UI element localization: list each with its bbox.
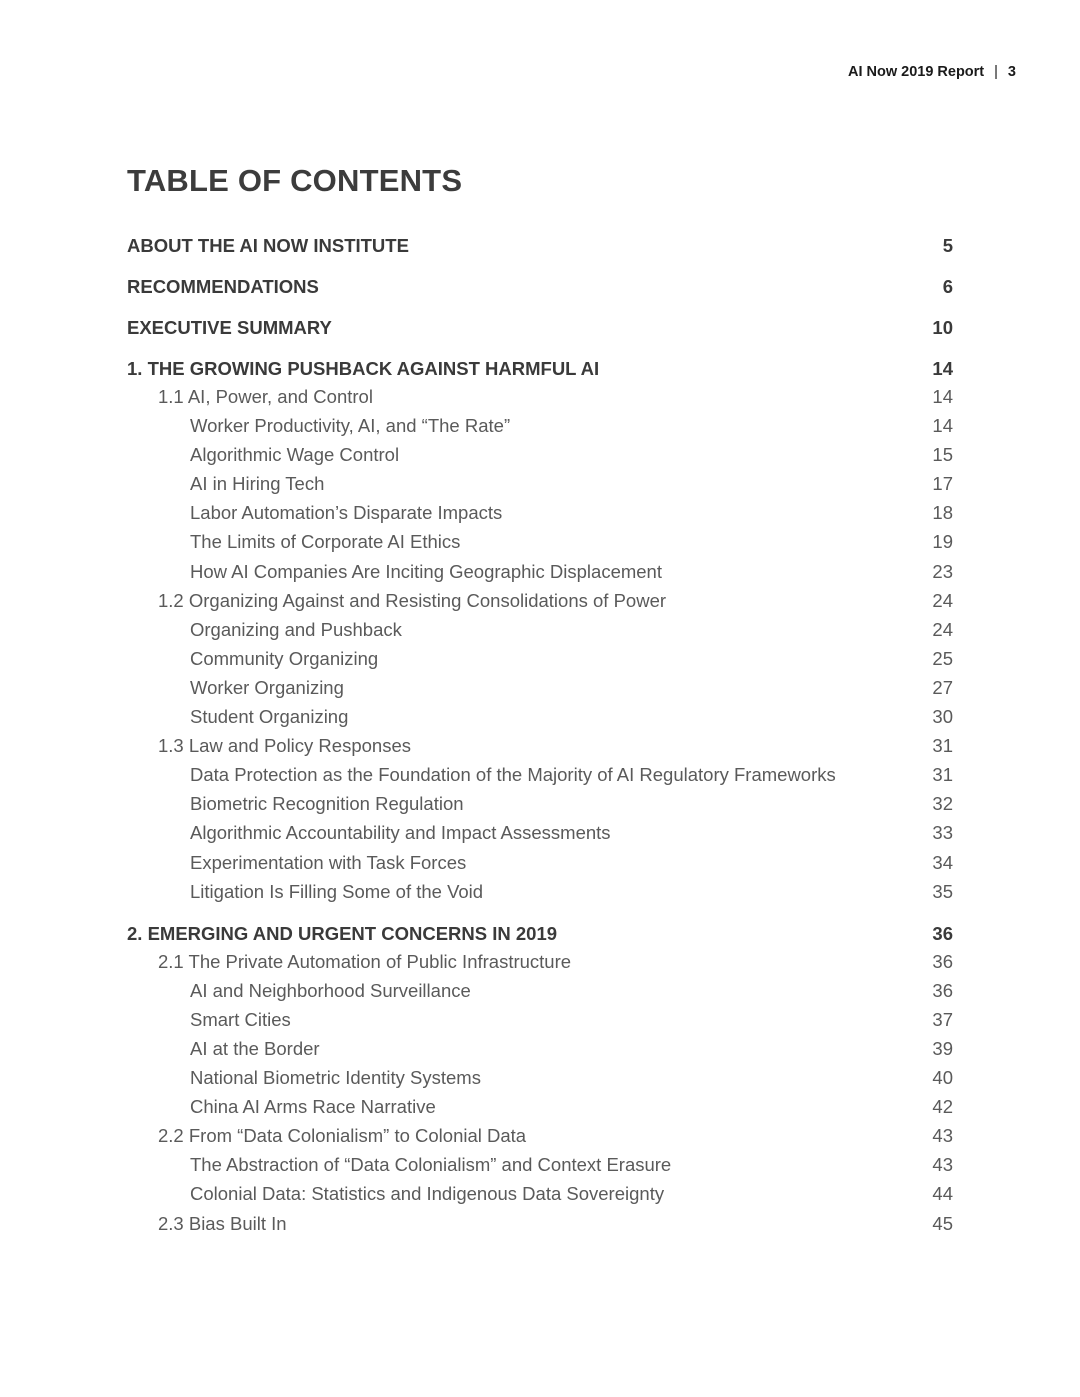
toc-topic-entry[interactable] xyxy=(127,789,953,818)
toc-entry-label: ABOUT THE AI NOW INSTITUTE xyxy=(127,235,409,256)
toc-entry-label: 2.3 Bias Built In xyxy=(158,1212,287,1234)
toc-entry-label: Data Protection as the Foundation of the Majority of AI Regulatory Frameworks xyxy=(190,764,836,786)
toc-entry-label: Smart Cities xyxy=(190,1008,291,1030)
toc-subsection-entry[interactable] xyxy=(127,1209,953,1238)
toc-entry-label: Community Organizing xyxy=(190,647,379,669)
toc-section-entry[interactable] xyxy=(127,271,953,312)
table-of-contents xyxy=(127,230,953,1238)
toc-entry-label: 1.2 Organizing Against and Resisting Consolidations of Power xyxy=(158,589,667,611)
toc-section-entry[interactable] xyxy=(127,312,953,353)
toc-entry-label: RECOMMENDATIONS xyxy=(127,276,319,297)
toc-topic-entry[interactable] xyxy=(127,1063,953,1092)
toc-entry-label: National Biometric Identity Systems xyxy=(190,1067,481,1089)
toc-entry-page: 40 xyxy=(932,1067,953,1089)
toc-entry-page: 27 xyxy=(932,676,953,698)
toc-entry-page: 43 xyxy=(932,1125,953,1147)
toc-entry-page: 42 xyxy=(932,1096,953,1118)
toc-entry-page: 34 xyxy=(932,851,953,873)
toc-entry-label: Labor Automation’s Disparate Impacts xyxy=(190,502,503,524)
toc-entry-label: AI and Neighborhood Surveillance xyxy=(190,979,471,1001)
toc-topic-entry[interactable] xyxy=(127,1005,953,1034)
toc-entry-label: 1. THE GROWING PUSHBACK AGAINST HARMFUL AI xyxy=(127,358,600,379)
toc-subsection-entry[interactable] xyxy=(127,731,953,760)
toc-topic-entry[interactable] xyxy=(127,760,953,789)
toc-topic-entry[interactable] xyxy=(127,411,953,440)
toc-entry-label: Organizing and Pushback xyxy=(190,618,402,640)
toc-topic-entry[interactable] xyxy=(127,976,953,1005)
toc-topic-entry[interactable] xyxy=(127,877,953,906)
toc-topic-entry[interactable] xyxy=(127,557,953,586)
toc-entry-page: 39 xyxy=(932,1037,953,1059)
running-header xyxy=(848,64,1016,80)
toc-topic-entry[interactable] xyxy=(127,1179,953,1208)
toc-subsection-entry[interactable] xyxy=(127,947,953,976)
toc-entry-page: 15 xyxy=(932,444,953,466)
page-number: 3 xyxy=(1007,64,1016,80)
toc-topic-entry[interactable] xyxy=(127,440,953,469)
toc-entry-label: Worker Productivity, AI, and “The Rate” xyxy=(190,415,511,437)
toc-entry-page: 17 xyxy=(932,473,953,495)
toc-entry-label: EXECUTIVE SUMMARY xyxy=(127,317,332,338)
toc-entry-label: 2.1 The Private Automation of Public Infrastructure xyxy=(158,950,572,972)
toc-entry-label: China AI Arms Race Narrative xyxy=(190,1096,436,1118)
toc-entry-label: AI at the Border xyxy=(190,1037,320,1059)
toc-entry-page: 14 xyxy=(932,358,953,379)
toc-topic-entry[interactable] xyxy=(127,1034,953,1063)
page-title: TABLE OF CONTENTS xyxy=(127,163,463,198)
toc-entry-page: 10 xyxy=(932,317,953,338)
toc-entry-page: 33 xyxy=(932,822,953,844)
toc-entry-label: Biometric Recognition Regulation xyxy=(190,793,464,815)
toc-topic-entry[interactable] xyxy=(127,527,953,556)
report-title: AI Now 2019 Report xyxy=(847,64,985,80)
toc-entry-page: 24 xyxy=(932,589,953,611)
toc-entry-label: Algorithmic Accountability and Impact Assessments xyxy=(190,822,611,844)
toc-entry-page: 25 xyxy=(932,647,953,669)
toc-entry-page: 31 xyxy=(932,735,953,757)
toc-entry-label: Student Organizing xyxy=(190,706,349,728)
toc-topic-entry[interactable] xyxy=(127,1150,953,1179)
toc-entry-label: AI in Hiring Tech xyxy=(190,473,325,495)
toc-entry-label: Experimentation with Task Forces xyxy=(190,851,467,873)
toc-entry-page: 24 xyxy=(932,618,953,640)
toc-topic-entry[interactable] xyxy=(127,498,953,527)
header-separator: | xyxy=(994,64,998,80)
toc-entry-page: 36 xyxy=(932,979,953,1001)
toc-entry-page: 35 xyxy=(932,880,953,902)
toc-entry-page: 5 xyxy=(942,235,953,256)
toc-subsection-entry[interactable] xyxy=(127,586,953,615)
toc-entry-page: 36 xyxy=(932,922,953,944)
toc-entry-page: 44 xyxy=(932,1183,953,1205)
toc-entry-page: 43 xyxy=(932,1154,953,1176)
toc-entry-page: 37 xyxy=(932,1008,953,1030)
toc-entry-label: Algorithmic Wage Control xyxy=(190,444,400,466)
toc-entry-page: 14 xyxy=(932,415,953,437)
toc-entry-label: The Abstraction of “Data Colonialism” and Context Erasure xyxy=(190,1154,672,1176)
toc-entry-label: 1.1 AI, Power, and Control xyxy=(158,386,373,407)
toc-entry-label: Litigation Is Filling Some of the Void xyxy=(190,880,484,902)
toc-entry-label: The Limits of Corporate AI Ethics xyxy=(190,531,461,553)
toc-entry-page: 23 xyxy=(932,560,953,582)
toc-entry-page: 30 xyxy=(932,706,953,728)
toc-entry-label: Colonial Data: Statistics and Indigenous Data Sovereignty xyxy=(190,1183,665,1205)
toc-topic-entry[interactable] xyxy=(127,818,953,847)
toc-entry-page: 32 xyxy=(932,793,953,815)
toc-entry-label: 2.2 From “Data Colonialism” to Colonial Data xyxy=(158,1125,527,1147)
toc-subsection-entry[interactable] xyxy=(127,1121,953,1150)
toc-topic-entry[interactable] xyxy=(127,702,953,731)
toc-entry-page: 31 xyxy=(932,764,953,786)
toc-topic-entry[interactable] xyxy=(127,673,953,702)
toc-topic-entry[interactable] xyxy=(127,469,953,498)
toc-entry-page: 19 xyxy=(932,531,953,553)
toc-entry-page: 18 xyxy=(932,502,953,524)
toc-entry-label: 2. EMERGING AND URGENT CONCERNS IN 2019 xyxy=(127,922,558,944)
toc-entry-page: 6 xyxy=(942,276,953,297)
toc-topic-entry[interactable] xyxy=(127,644,953,673)
toc-topic-entry[interactable] xyxy=(127,848,953,877)
toc-entry-label: How AI Companies Are Inciting Geographic Displacement xyxy=(190,560,662,582)
toc-entry-page: 36 xyxy=(932,950,953,972)
toc-entry-page: 14 xyxy=(932,386,953,407)
toc-section-entry[interactable] xyxy=(127,230,953,271)
toc-entry-label: Worker Organizing xyxy=(190,676,344,698)
toc-subsection-entry[interactable] xyxy=(127,382,953,411)
toc-entry-label: 1.3 Law and Policy Responses xyxy=(158,735,411,757)
toc-topic-entry[interactable] xyxy=(127,615,953,644)
toc-entry-page: 45 xyxy=(932,1212,953,1234)
toc-topic-entry[interactable] xyxy=(127,1092,953,1121)
